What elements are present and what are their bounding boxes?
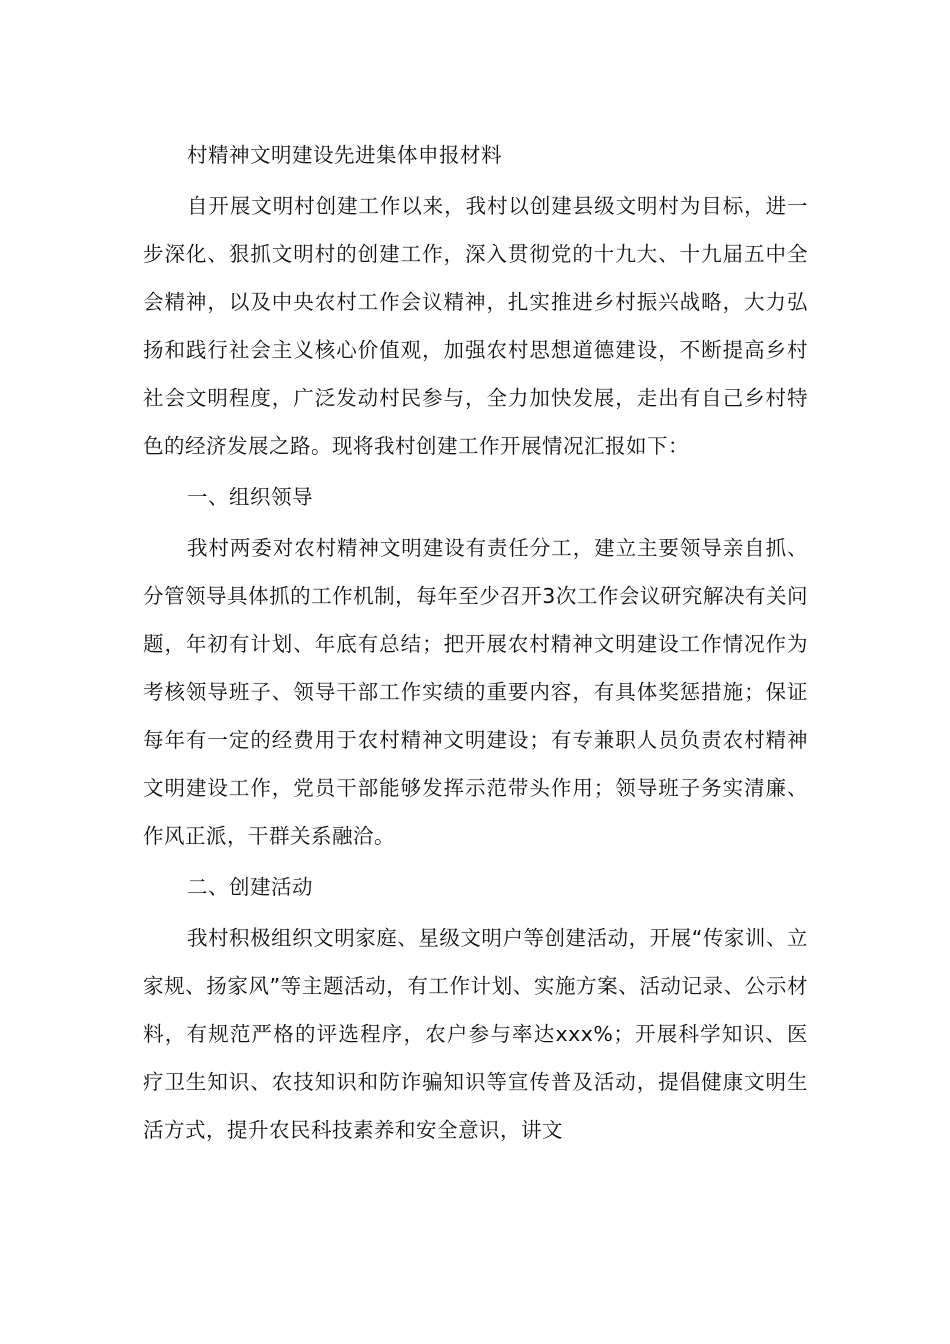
intro-paragraph: 自开展文明村创建工作以来，我村以创建县级文明村为目标，进一步深化、狠抓文明村的创建工作，深入贯彻党的十九大、十九届五中全会精神，以及中央农村工作会议精神，扎实推进乡村振兴战略，大力弘扬和践行社会主义核心价值观，加强农村思想道德建设，不断提高乡村社会文明程度，广泛发动村民参与，全力加快发展，走出有自己乡村特色的经济发展之路。现将我村创建工作开展情况汇报如下： <box>143 194 808 458</box>
section-heading-organization: 一、组织领导 <box>187 485 313 509</box>
section-body-activities: 我村积极组织文明家庭、星级文明户等创建活动，开展“传家训、立家规、扬家风”等主题活动，有工作计划、实施方案、活动记录、公示材料，有规范严格的评选程序，农户参与率达xxx%；开展科学知识、医疗卫生知识、农技知识和防诈骗知识等宣传普及活动，提倡健康文明生活方式，提升农民科技素养和安全意识，讲文 <box>143 926 808 1142</box>
document-title: 村精神文明建设先进集体申报材料 <box>187 143 502 167</box>
section-body-organization: 我村两委对农村精神文明建设有责任分工，建立主要领导亲自抓、分管领导具体抓的工作机制，每年至少召开3次工作会议研究解决有关问题，年初有计划、年底有总结；把开展农村精神文明建设工作情况作为考核领导班子、领导干部工作实绩的重要内容，有具体奖惩措施；保证每年有一定的经费用于农村精神文明建设；有专兼职人员负责农村精神文明建设工作，党员干部能够发挥示范带头作用；领导班子务实清廉、作风正派，干群关系融洽。 <box>143 536 808 848</box>
section-heading-activities: 二、创建活动 <box>187 875 313 899</box>
document-body <box>143 131 808 1154</box>
